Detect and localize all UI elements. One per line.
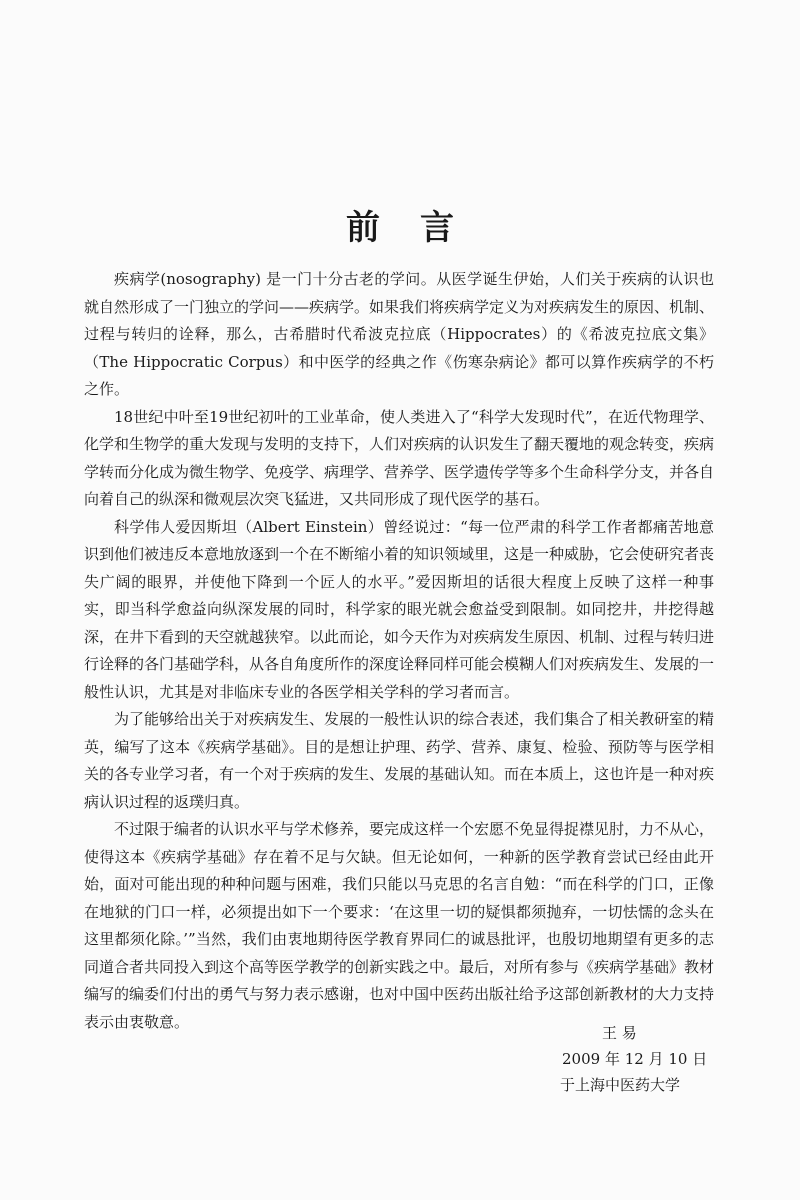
signature-name: 王 易 [602, 1024, 637, 1042]
paragraph-1: 疾病学(nosography) 是一门十分古老的学问。从医学诞生伊始，人们关于疾病的认识也就自然形成了一门独立的学问——疾病学。如果我们将疾病学定义为对疾病发生的原因、机制、过程与转归的诠释，那么，古希腊时代希波克拉底（Hippocrates）的《希波克拉底文集》（The Hippocratic Corpus）和中医学的经典之作《伤寒杂病论》都可以算作疾病学的不朽之作。 [84, 270, 715, 398]
paragraph-3: 科学伟人爱因斯坦（Albert Einstein）曾经说过：“每一位严肃的科学工作者都痛苦地意识到他们被违反本意地放逐到一个在不断缩小着的知识领域里，这是一种威胁，它会使研究者丧失广阔的眼界，并使他下降到一个匠人的水平。”爱因斯坦的话很大程度上反映了这样一种事实，即当科学愈益向纵深发展的同时，科学家的眼光就会愈益受到限制。如同挖井，井挖得越深，在井下看到的天空就越狭窄。以此而论，如今天作为对疾病发生原因、机制、过程与转归进行诠释的各门基础学科，从各自角度所作的深度诠释同样可能会模糊人们对疾病发生、发展的一般性认识，尤其是对非临床专业的各医学相关学科的学习者而言。 [84, 517, 715, 701]
signature-place: 于上海中医药大学 [560, 1076, 681, 1094]
signature-date: 2009 年 12 月 10 日 [562, 1050, 708, 1068]
paragraph-2: 18世纪中叶至19世纪初叶的工业革命，使人类进入了“科学大发现时代”，在近代物理学、化学和生物学的重大发现与发明的支持下，人们对疾病的认识发生了翻天覆地的观念转变，疾病学转而分化成为微生物学、免疫学、病理学、营养学、医学遗传学等多个生命科学分支，并各自向着自己的纵深和微观层次突飞猛进，又共同形成了现代医学的基石。 [84, 407, 715, 508]
paragraph-4: 为了能够给出关于对疾病发生、发展的一般性认识的综合表述，我们集合了相关教研室的精英，编写了这本《疾病学基础》。目的是想让护理、药学、营养、康复、检验、预防等与医学相关的各专业学习者，有一个对于疾病的发生、发展的基础认知。而在本质上，这也许是一种对疾病认识过程的返璞归真。 [84, 710, 715, 811]
title-char-2: 言 [420, 208, 454, 248]
paragraph-5: 不过限于编者的认识水平与学术修养，要完成这样一个宏愿不免显得捉襟见肘，力不从心，使得这本《疾病学基础》存在着不足与欠缺。但无论如何，一种新的医学教育尝试已经由此开始，面对可能出现的种种问题与困难，我们只能以马克思的名言自勉：“而在科学的门口，正像在地狱的门口一样，必须提出如下一个要求：‘在这里一切的疑惧都须抛弃，一切怯懦的念头在这里都须化除。’”当然，我们由衷地期待医学教育界同仁的诚恳批评，也殷切地期望有更多的志同道合者共同投入到这个高等医学教学的创新实践之中。最后，对所有参与《疾病学基础》教材编写的编委们付出的勇气与努力表示感谢，也对中国中医药出版社给予这部创新教材的大力支持表示由衷敬意。 [84, 820, 715, 1031]
title-char-1: 前 [346, 208, 380, 248]
page-title [0, 200, 800, 249]
preface-body [84, 266, 714, 1036]
